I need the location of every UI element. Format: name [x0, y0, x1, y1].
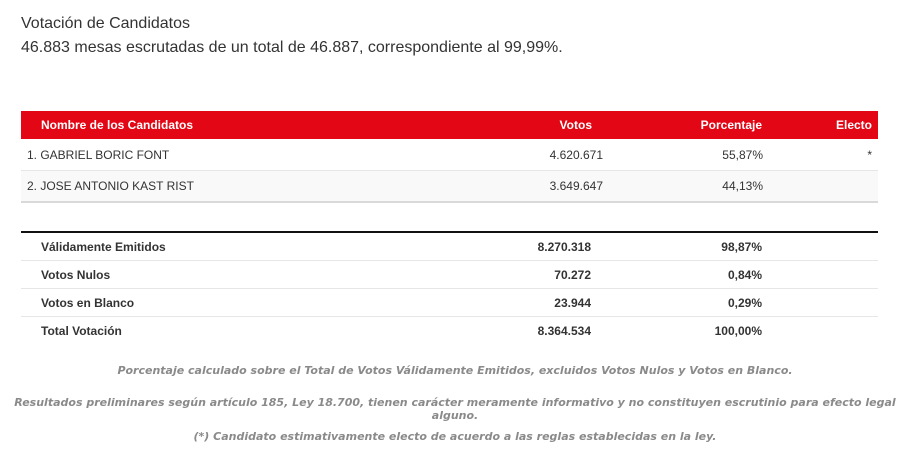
totals-row — [21, 289, 878, 317]
column-header-candidates: Nombre de los Candidatos — [41, 118, 194, 132]
totals-percent: 98,87% — [721, 239, 762, 254]
totals-percent: 0,84% — [727, 267, 762, 282]
column-header-votes: Votos — [559, 118, 592, 132]
totals-label: Válidamente Emitidos — [41, 239, 166, 254]
totals-percent: 100,00% — [714, 323, 762, 338]
totals-votes: 8.270.318 — [537, 239, 591, 254]
results-header — [21, 12, 563, 60]
candidate-elected-mark: * — [867, 148, 872, 162]
totals-votes: 23.944 — [554, 295, 591, 310]
page-title: Votación de Candidatos — [21, 15, 191, 32]
totals-row — [21, 317, 878, 344]
totals-row — [21, 261, 878, 289]
column-header-elected: Electo — [835, 118, 872, 132]
table-row — [21, 171, 878, 203]
totals-label: Votos Nulos — [41, 267, 111, 282]
footnote-percentage: Porcentaje calculado sobre el Total de Votos Válidamente Emitidos, excluidos Votos Nulos y Votos en Blanco. — [117, 364, 793, 377]
table-row — [21, 140, 878, 171]
column-header-percent: Porcentaje — [700, 118, 762, 132]
candidate-votes: 4.620.671 — [549, 148, 603, 162]
footnote-preliminary: Resultados preliminares según artículo 185, Ley 18.700, tienen carácter meramente informativo y no constituyen escrutinio para efecto legal alguno. — [14, 396, 896, 422]
candidate-name: 1. GABRIEL BORIC FONT — [27, 148, 170, 162]
totals-row — [21, 233, 878, 261]
totals-votes: 8.364.534 — [537, 323, 591, 338]
results-table-header — [21, 111, 878, 139]
footnote-elected: (*) Candidato estimativamente electo de acuerdo a las reglas establecidas en la ley. — [193, 430, 717, 443]
totals-label: Total Votación — [41, 323, 122, 338]
totals-label: Votos en Blanco — [41, 295, 135, 310]
candidate-percent: 55,87% — [722, 148, 763, 162]
candidate-name: 2. JOSE ANTONIO KAST RIST — [27, 179, 194, 193]
tally-summary: 46.883 mesas escrutadas de un total de 46.887, correspondiente al 99,99%. — [21, 39, 563, 56]
candidate-votes: 3.649.647 — [549, 179, 603, 193]
totals-votes: 70.272 — [554, 267, 591, 282]
candidate-percent: 44,13% — [722, 179, 763, 193]
totals-percent: 0,29% — [727, 295, 762, 310]
